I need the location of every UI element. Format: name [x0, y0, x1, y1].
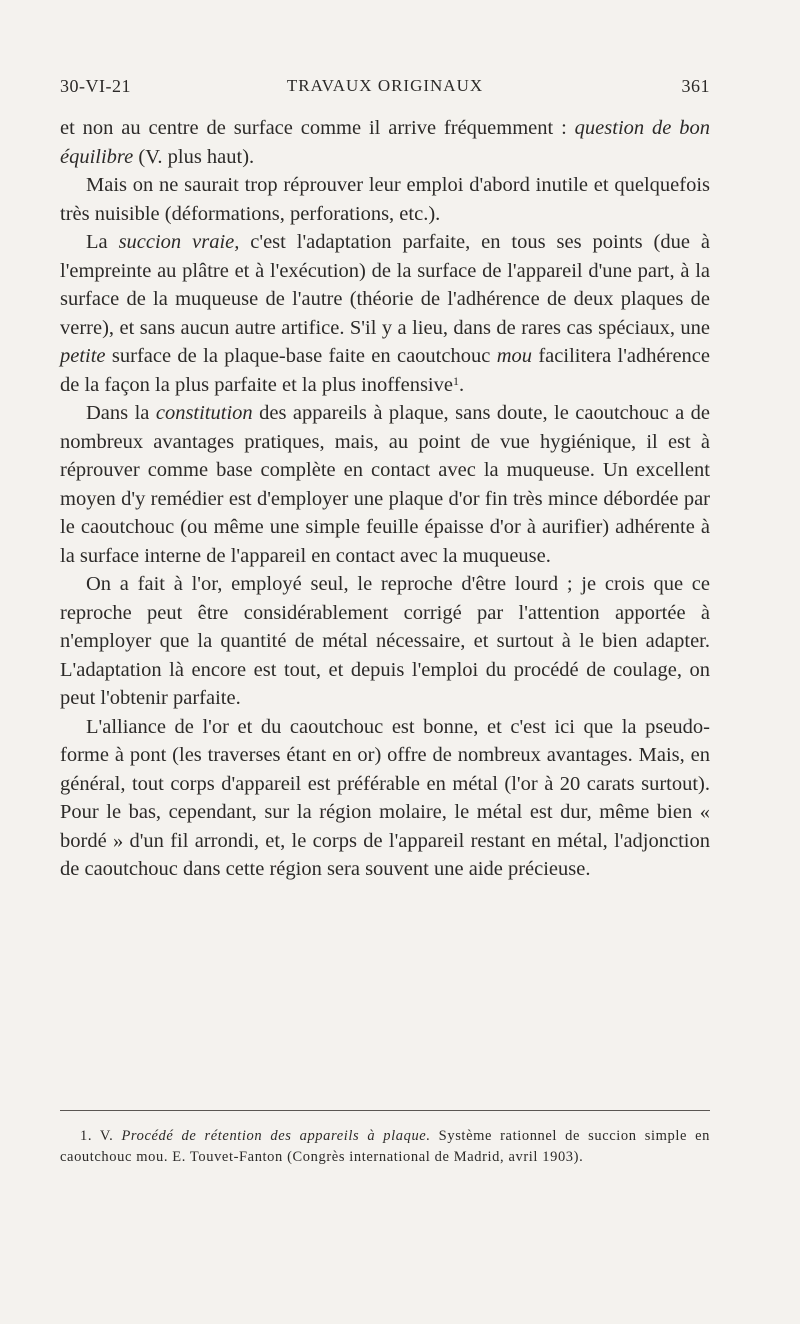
footnote-marker: 1 [452, 373, 459, 388]
paragraph-4-text-b: des appareils à plaque, sans doute, le caoutchouc a de nombreux avantages pratiques, mais, au point de vue hygiénique, il est à réprouver comme base complète en contact avec la muqueuse. Un excellent moyen d'y remédier est d'employer une plaque d'or fin très mince débordée par le caoutchouc (ou même une simple feuille épaisse d'or à aurifier) adhérente à la surface interne de l'appareil en contact avec la muqueuse. [60, 402, 710, 567]
footnote-italic: Procédé de rétention des appareils à plaque. [121, 1128, 431, 1144]
paragraph-2-text: Mais on ne saurait trop réprouver leur emploi d'abord inutile et quelquefois très nuisible (déformations, perforations, etc.). [60, 174, 710, 225]
paragraph-6 [60, 713, 710, 884]
header-date: 30-VI-21 [60, 76, 131, 96]
paragraph-3-text-a: La [86, 231, 119, 253]
paragraph-1-text-a: et non au centre de surface comme il arrive fréquemment : [60, 117, 575, 139]
paragraph-5-text: On a fait à l'or, employé seul, le reproche d'être lourd ; je crois que ce reproche peut être considérablement corrigé par l'attention apportée à n'employer que la quantité de métal nécessaire, et surtout à le bien adapter. L'adaptation là encore est tout, et depuis l'emploi du procédé de coulage, on peut l'obtenir parfaite. [60, 573, 710, 709]
paragraph-2 [60, 171, 710, 228]
paragraph-3-text-b: c'est l'adaptation parfaite, en tous ses points (due à l'empreinte au plâtre et à l'exécution) de la surface de l'appareil d'une part, à la surface de la muqueuse de l'autre (théorie de l'adhérence de deux plaques de verre), et sans aucun autre artifice. S'il y a lieu, dans de rares cas spéciaux, une [60, 231, 710, 339]
paragraph-3-text-c: surface de la plaque-base faite en caoutchouc [105, 345, 497, 367]
paragraph-3-text-d: facilitera l'adhérence de la façon la plus parfaite et la plus inoffensive [60, 345, 710, 396]
paragraph-6-text: L'alliance de l'or et du caoutchouc est bonne, et c'est ici que la pseudo-forme à pont (les traverses étant en or) offre de nombreux avantages. Mais, en général, tout corps d'appareil est préférable en métal (l'or à 20 carats surtout). Pour le bas, cependant, sur la région molaire, le métal est dur, même bien « bordé » d'un fil arrondi, et, le corps de l'appareil restant en métal, l'adjonction de caoutchouc dans cette région sera souvent une aide précieuse. [60, 715, 710, 880]
footnote-text: Système rationnel de succion simple en caoutchouc mou. E. Touvet-Fanton (Congrès international de Madrid, avril 1903). [60, 1128, 710, 1165]
paragraph-3-text-e: . [458, 373, 465, 396]
paragraph-4 [60, 399, 710, 570]
footnote-number: 1. V. [80, 1128, 122, 1144]
page-number: 361 [681, 76, 710, 96]
paragraph-3-italic-a: succion vraie, [118, 231, 240, 253]
paragraph-3 [60, 228, 710, 399]
footnote [60, 1126, 710, 1168]
paragraph-1 [60, 114, 710, 171]
paragraph-1-text-b: (V. plus haut). [133, 145, 255, 168]
footnote-1 [60, 1126, 710, 1168]
paragraph-3-italic-b: petite [60, 345, 106, 367]
page-header [60, 76, 710, 102]
paragraph-3-italic-c: mou [496, 345, 532, 367]
footnote-divider [60, 1110, 710, 1111]
paragraph-4-text-a: Dans la [86, 402, 156, 424]
paragraph-5 [60, 570, 710, 713]
paragraph-1-italic-a: question de bon équilibre [60, 117, 710, 168]
body-text [60, 114, 710, 884]
paragraph-4-italic-a: constitution [155, 402, 253, 424]
running-title: TRAVAUX ORIGINAUX [286, 76, 484, 95]
